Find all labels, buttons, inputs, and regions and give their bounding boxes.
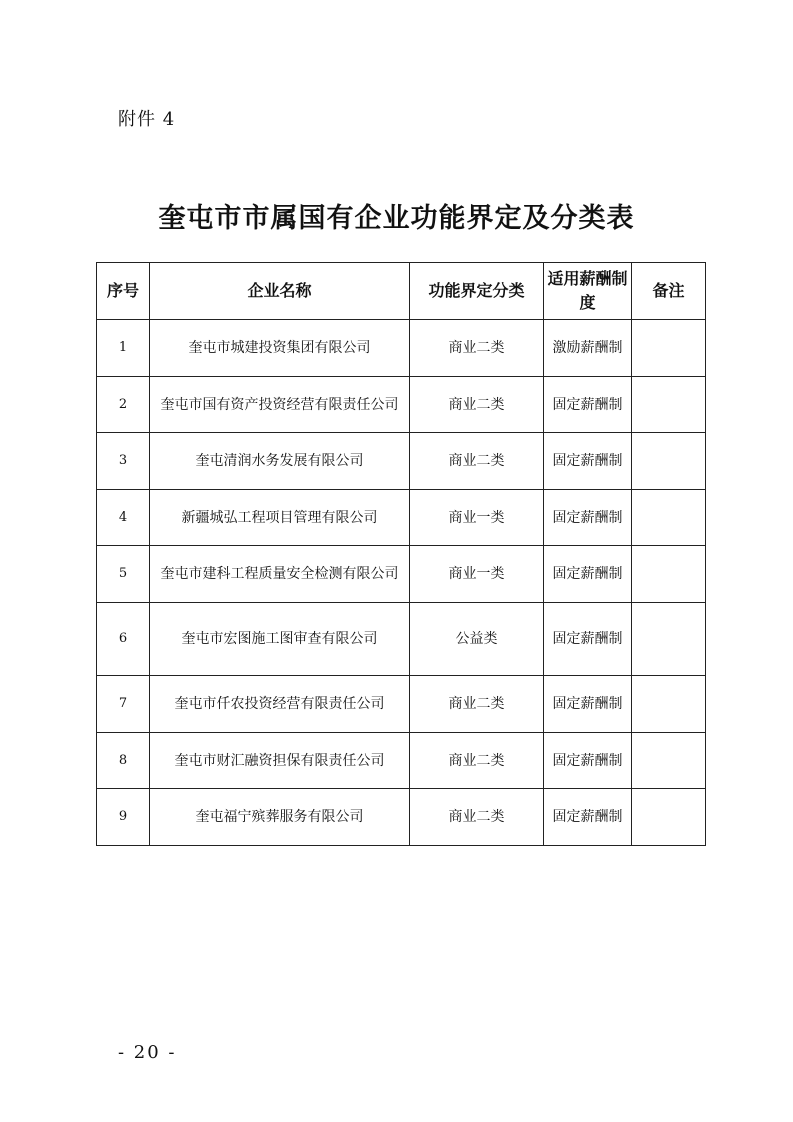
table-row: [97, 377, 706, 433]
cell-remarks: [632, 733, 706, 789]
cell-function-classification: 商业二类: [410, 733, 544, 789]
cell-serial-number: 1: [97, 320, 150, 377]
cell-function-classification: 商业二类: [410, 676, 544, 733]
table-row: [97, 733, 706, 789]
table-row: [97, 603, 706, 676]
cell-enterprise-name: 奎屯市仟农投资经营有限责任公司: [150, 676, 410, 733]
cell-pay-system: 固定薪酬制: [544, 676, 632, 733]
table-row: [97, 789, 706, 846]
cell-function-classification: 商业一类: [410, 546, 544, 603]
table-row: [97, 490, 706, 546]
table-row: [97, 546, 706, 603]
cell-pay-system: 固定薪酬制: [544, 490, 632, 546]
cell-enterprise-name: 奎屯清润水务发展有限公司: [150, 433, 410, 490]
cell-remarks: [632, 546, 706, 603]
cell-function-classification: 商业二类: [410, 377, 544, 433]
cell-remarks: [632, 490, 706, 546]
cell-pay-system: 固定薪酬制: [544, 733, 632, 789]
cell-function-classification: 商业二类: [410, 320, 544, 377]
document-title: 奎屯市市属国有企业功能界定及分类表: [158, 203, 635, 234]
cell-serial-number: 3: [97, 433, 150, 490]
cell-serial-number: 8: [97, 733, 150, 789]
cell-function-classification: 公益类: [410, 603, 544, 676]
header-function-classification: 功能界定分类: [410, 263, 544, 320]
cell-pay-system: 固定薪酬制: [544, 603, 632, 676]
classification-table: [96, 262, 706, 846]
attachment-label: 附件 4: [118, 109, 176, 130]
cell-serial-number: 9: [97, 789, 150, 846]
cell-pay-system: 激励薪酬制: [544, 320, 632, 377]
cell-remarks: [632, 676, 706, 733]
cell-enterprise-name: 新疆城弘工程项目管理有限公司: [150, 490, 410, 546]
cell-remarks: [632, 320, 706, 377]
cell-enterprise-name: 奎屯市建科工程质量安全检测有限公司: [150, 546, 410, 603]
cell-serial-number: 4: [97, 490, 150, 546]
cell-pay-system: 固定薪酬制: [544, 546, 632, 603]
cell-serial-number: 7: [97, 676, 150, 733]
cell-remarks: [632, 377, 706, 433]
table-header-row: [97, 263, 706, 320]
cell-enterprise-name: 奎屯市宏图施工图审查有限公司: [150, 603, 410, 676]
cell-serial-number: 5: [97, 546, 150, 603]
cell-enterprise-name: 奎屯市财汇融资担保有限责任公司: [150, 733, 410, 789]
page-number: - 20 -: [118, 1042, 177, 1063]
header-remarks: 备注: [632, 263, 706, 320]
cell-function-classification: 商业一类: [410, 490, 544, 546]
cell-enterprise-name: 奎屯福宁殡葬服务有限公司: [150, 789, 410, 846]
cell-serial-number: 2: [97, 377, 150, 433]
cell-enterprise-name: 奎屯市国有资产投资经营有限责任公司: [150, 377, 410, 433]
cell-enterprise-name: 奎屯市城建投资集团有限公司: [150, 320, 410, 377]
cell-pay-system: 固定薪酬制: [544, 433, 632, 490]
cell-remarks: [632, 433, 706, 490]
cell-remarks: [632, 603, 706, 676]
cell-remarks: [632, 789, 706, 846]
cell-pay-system: 固定薪酬制: [544, 789, 632, 846]
cell-serial-number: 6: [97, 603, 150, 676]
cell-pay-system: 固定薪酬制: [544, 377, 632, 433]
table-row: [97, 676, 706, 733]
header-pay-system: 适用薪酬制度: [544, 263, 632, 320]
table-row: [97, 433, 706, 490]
cell-function-classification: 商业二类: [410, 789, 544, 846]
header-enterprise-name: 企业名称: [150, 263, 410, 320]
cell-function-classification: 商业二类: [410, 433, 544, 490]
table-row: [97, 320, 706, 377]
header-serial-number: 序号: [97, 263, 150, 320]
